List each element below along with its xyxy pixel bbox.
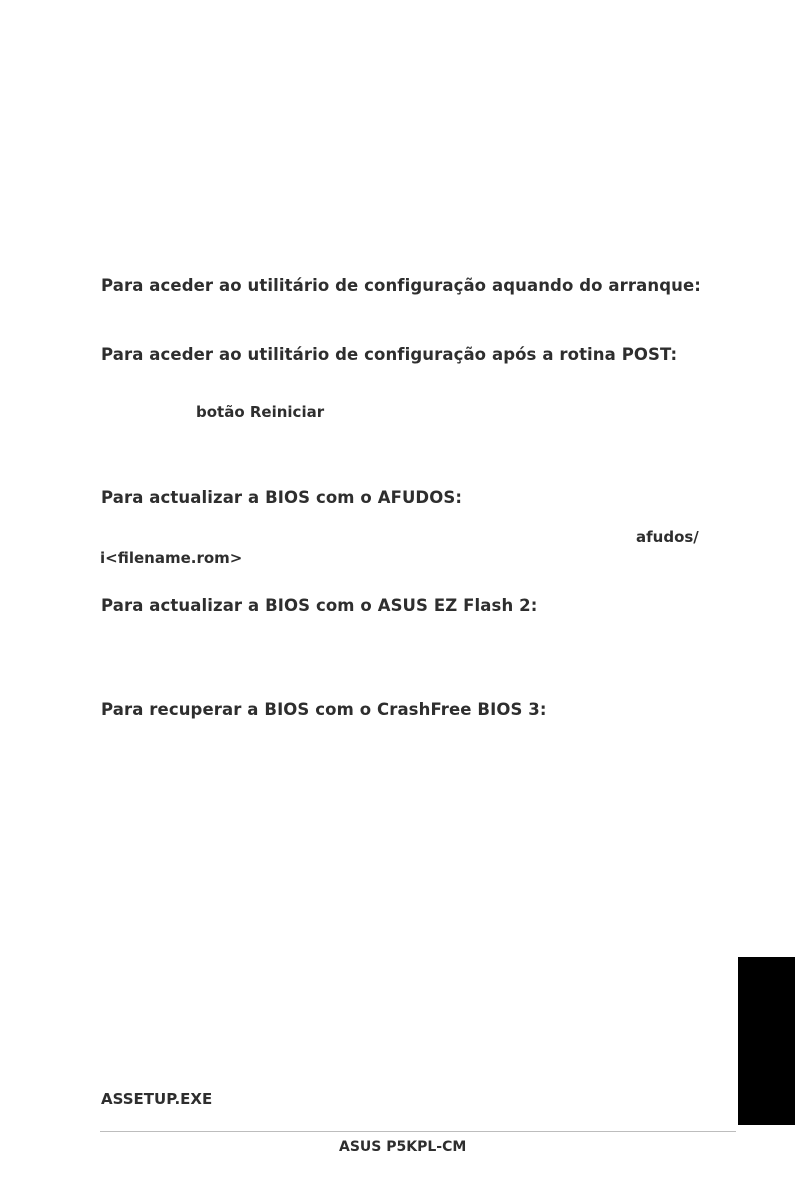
heading-setup-on-boot: Para aceder ao utilitário de configuração aquando do arranque: (101, 276, 701, 295)
footer-product-name: ASUS P5KPL-CM (339, 1139, 467, 1155)
footer-divider (100, 1131, 736, 1132)
language-side-tab (738, 957, 795, 1125)
afudos-command-part2: i<filename.rom> (100, 549, 243, 567)
reset-button-label: botão Reiniciar (196, 403, 325, 421)
afudos-command-part1: afudos/ (636, 528, 699, 546)
assetup-filename: ASSETUP.EXE (101, 1090, 213, 1108)
heading-afudos: Para actualizar a BIOS com o AFUDOS: (101, 488, 463, 507)
heading-ezflash: Para actualizar a BIOS com o ASUS EZ Flash 2: (101, 596, 538, 615)
heading-setup-after-post: Para aceder ao utilitário de configuração após a rotina POST: (101, 345, 678, 364)
heading-crashfree: Para recuperar a BIOS com o CrashFree BIOS 3: (101, 700, 547, 719)
